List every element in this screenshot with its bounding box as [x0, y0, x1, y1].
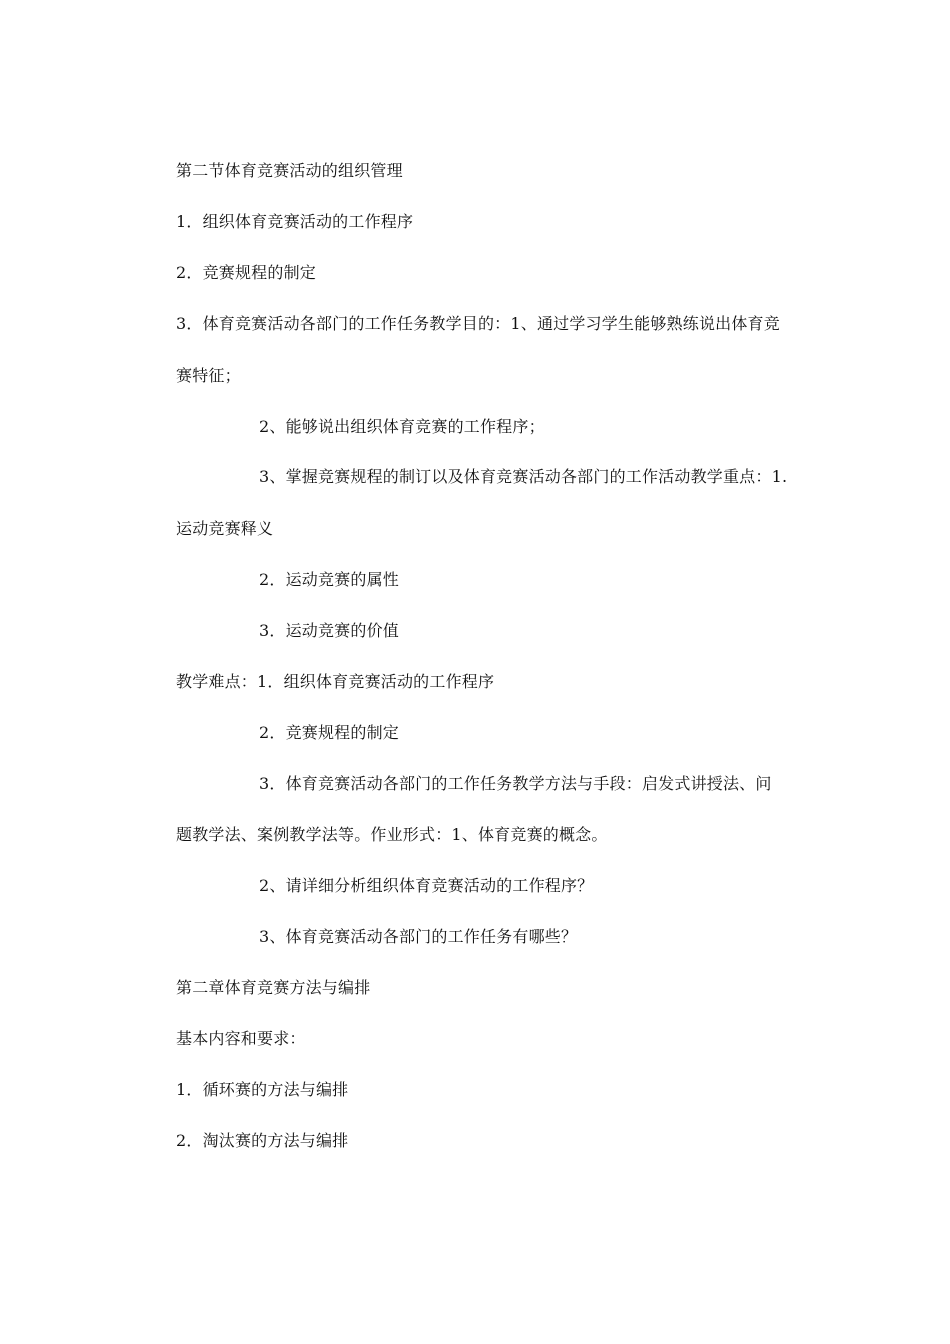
text-line: 2、请详细分析组织体育竞赛活动的工作程序？: [259, 876, 594, 895]
text-line: 2．淘汰赛的方法与编排: [176, 1131, 349, 1150]
text-line: 基本内容和要求：: [176, 1029, 306, 1048]
text-line: 3、体育竞赛活动各部门的工作任务有哪些？: [259, 927, 578, 946]
text-line: 教学难点：1．组织体育竞赛活动的工作程序: [176, 672, 495, 691]
text-line: 2．竞赛规程的制定: [259, 723, 399, 742]
text-line: 2、能够说出组织体育竞赛的工作程序；: [259, 417, 545, 436]
text-line: 1．循环赛的方法与编排: [176, 1080, 349, 1099]
section-heading: 第二节体育竞赛活动的组织管理: [176, 161, 403, 180]
text-line: 2．运动竞赛的属性: [259, 570, 399, 589]
text-line: 2．竞赛规程的制定: [176, 263, 316, 282]
text-line: 3．运动竞赛的价值: [259, 621, 399, 640]
text-line: 3．体育竞赛活动各部门的工作任务教学方法与手段：启发式讲授法、问: [259, 774, 772, 793]
text-line: 3．体育竞赛活动各部门的工作任务教学目的：1、通过学习学生能够熟练说出体育竞: [176, 314, 780, 333]
text-line: 1．组织体育竞赛活动的工作程序: [176, 212, 414, 231]
chapter-heading: 第二章体育竞赛方法与编排: [176, 978, 371, 997]
text-line: 3、掌握竞赛规程的制订以及体育竞赛活动各部门的工作活动教学重点：1.: [259, 467, 788, 486]
text-line: 题教学法、案例教学法等。作业形式：1、体育竞赛的概念。: [176, 825, 608, 844]
text-line: 赛特征；: [176, 366, 241, 385]
text-line: 运动竞赛释义: [176, 519, 274, 538]
